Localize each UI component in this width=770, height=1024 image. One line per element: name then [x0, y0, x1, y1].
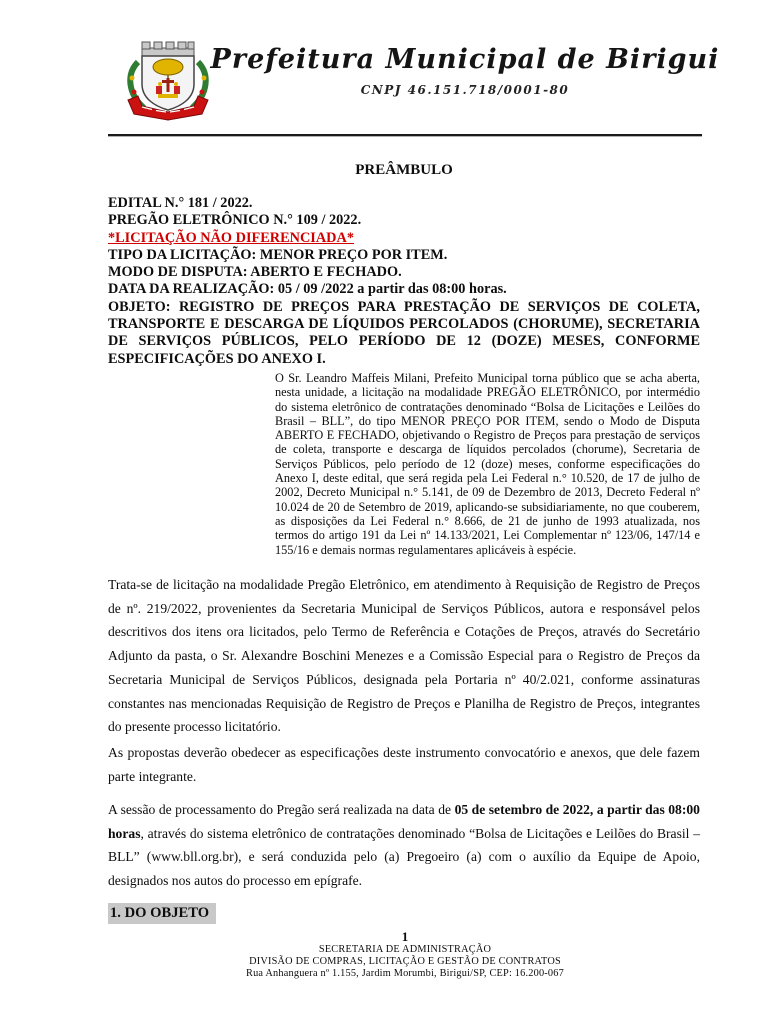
footer-address-line: Rua Anhanguera nº 1.155, Jardim Morumbi, Birigui/SP, CEP: 16.200-067 [246, 968, 564, 980]
section-1-do-objeto-heading: 1. DO OBJETO [108, 903, 216, 924]
page-number: 1 [401, 929, 409, 944]
licitacao-nao-diferenciada-line: *LICITAÇÃO NÃO DIFERENCIADA* [108, 229, 354, 246]
trata-se-paragraph: Trata-se de licitação na modalidade Pregão Eletrônico, em atendimento à Requisição de Registro de Preços de nº. 219/2022, provenientes da Secretaria Municipal de Serviços Públicos, autora e responsável pelos descritivos dos itens ora licitados, pelo Termo de Referência e Cotações de Preços, através do Secretário Adjunto da pasta, o Sr. Alexandre Boschini Menezes e a Comissão Especial para o Registro de Preços da Secretaria Municipal de Serviços Públicos, designada pela Portaria nº 40/2.021, conforme assinaturas constantes nas mencionadas Requisição de Registro de Preços e Planilha de Registro de Preços, integrantes do presente processo licitatório. [108, 577, 700, 735]
tipo-licitacao-line: TIPO DA LICITAÇÃO: MENOR PREÇO POR ITEM. [108, 246, 448, 263]
sessao-paragraph [108, 798, 700, 893]
sessao-text-post: , através do sistema eletrônico de contratações denominado “Bolsa de Licitações e Leilões do Brasil – BLL” (www.bll.org.br), e será conduzida pelo (a) Pregoeiro (a) com o auxílio da Equipe de Apoio, designados nos autos do processo em epígrafe. [108, 825, 700, 889]
objeto-paragraph: OBJETO: REGISTRO DE PREÇOS PARA PRESTAÇÃO DE SERVIÇOS DE COLETA, TRANSPORTE E DESCARGA DE LÍQUIDOS PERCOLADOS (CHORUME), SECRETARIA DE SERVIÇOS PÚBLICOS, PELO PERÍODO DE 12 (DOZE) MESES, CONFORME ESPECIFICAÇÕES DO ANEXO I. [108, 298, 700, 367]
header-cnpj: CNPJ 46.151.718/0001-80 [360, 83, 570, 97]
sessao-date-bold: 05 de setembro de 2022, a partir das 08:00 horas [108, 802, 700, 841]
preamble-header-block [108, 195, 700, 368]
data-realizacao-line: DATA DA REALIZAÇÃO: 05 / 09 /2022 a partir das 08:00 horas. [108, 281, 507, 298]
header-divider [108, 134, 702, 137]
propostas-paragraph: As propostas deverão obedecer as especificações deste instrumento convocatório e anexos, que dele fazem parte integrante. [108, 745, 700, 784]
page-title: Prefeitura Municipal de Birigui [210, 44, 720, 75]
preamble-title: PREÂMBULO [355, 162, 453, 178]
pregao-number-line: PREGÃO ELETRÔNICO N.° 109 / 2022. [108, 212, 362, 229]
modo-disputa-line: MODO DE DISPUTA: ABERTO E FECHADO. [108, 264, 402, 281]
footer-secretaria-line: SECRETARIA DE ADMINISTRAÇÃO [318, 944, 492, 955]
intro-paragraph: O Sr. Leandro Maffeis Milani, Prefeito Municipal torna público que se acha aberta, nesta unidade, a licitação na modalidade PREGÃO ELETRÔNICO, por intermédio do sistema eletrônico de contratações denominado “Bolsa de Licitações e Leilões do Brasil – BLL”, do tipo MENOR PREÇO POR ITEM, sendo o Modo de Disputa ABERTO E FECHADO, objetivando o Registro de Preços para prestação de serviços de coleta, transporte e descarga de líquidos percolados (chorume), Secretaria de Serviços Públicos, pelo período de 12 (doze) meses, conforme especificações do Anexo I, deste edital, que será regida pela Lei Federal n.° 10.520, de 17 de julho de 2002, Decreto Municipal n.° 5.141, de 09 de Dezembro de 2013, Decreto Federal nº 10.024 de 20 de Setembro de 2019, aplicando-se subsidiariamente, no que couberem, as disposições da Lei Federal n.° 8.666, de 21 de junho de 1993 atualizada, nos termos do artigo 191 da Lei nº 14.133/2021, Lei Complementar nº 123/06, 147/14 e 155/16 e demais normas regulamentares aplicáveis à espécie. [275, 371, 700, 557]
document-header [170, 44, 760, 97]
footer-divisao-line: DIVISÃO DE COMPRAS, LICITAÇÃO E GESTÃO DE CONTRATOS [249, 956, 561, 968]
page-footer [108, 930, 702, 981]
edital-number-line: EDITAL N.° 181 / 2022. [108, 195, 253, 211]
sessao-text-pre: A sessão de processamento do Pregão será realizada na data de [108, 802, 455, 817]
